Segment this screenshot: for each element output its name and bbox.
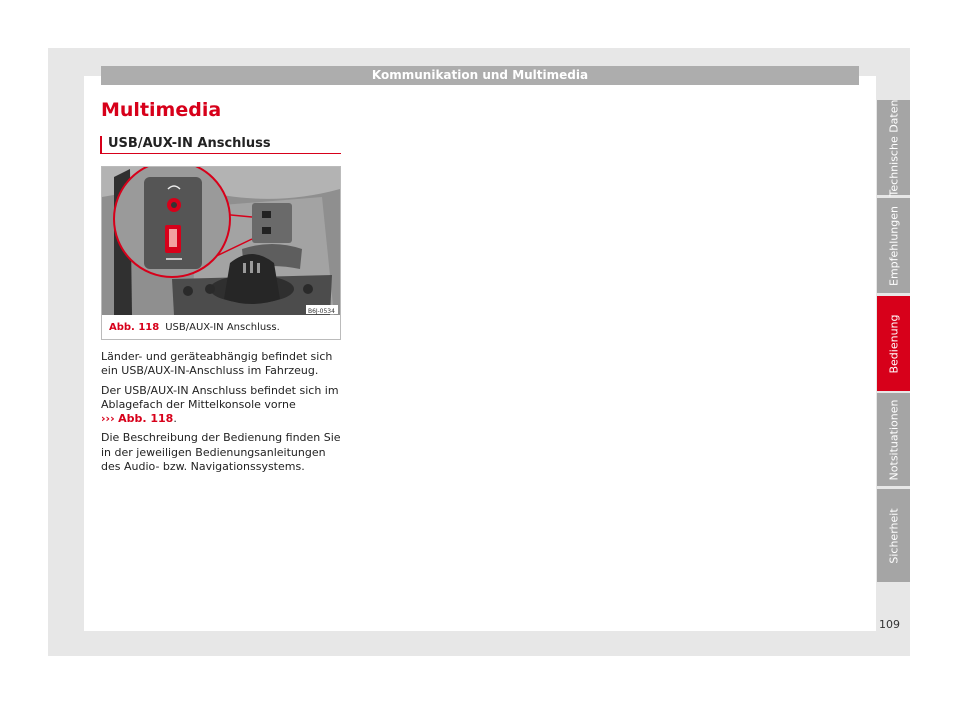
figure-118 — [101, 166, 341, 340]
subsection-title: USB/AUX-IN Anschluss — [100, 136, 341, 154]
console-illustration — [102, 167, 340, 315]
body-text — [101, 350, 346, 479]
paragraph-2-end: . — [173, 412, 177, 426]
tab-technische-daten[interactable] — [877, 100, 910, 195]
tab-label: Bedienung — [887, 313, 900, 374]
paragraph-3: Die Beschreibung der Bedienung finden Sie in der jeweiligen Bedienungsanleitungen des Audio- bzw. Navigationssystems. — [101, 431, 341, 474]
figure-caption-text: USB/AUX-IN Anschluss. — [165, 322, 280, 333]
tab-empfehlungen[interactable] — [877, 198, 910, 293]
figure-label: Abb. 118 — [109, 322, 160, 333]
tab-bedienung[interactable] — [877, 296, 910, 391]
tab-sicherheit[interactable] — [877, 489, 910, 582]
figure-reference-link[interactable]: Abb. 118 — [118, 412, 174, 426]
chapter-header: Kommunikation und Multimedia — [101, 66, 859, 85]
tab-label: Sicherheit — [887, 507, 900, 564]
paragraph-2-text: Der USB/AUX-IN Anschluss befindet sich im Ablagefach der Mittelkonsole vorne — [101, 383, 339, 411]
paragraph-1: Länder- und geräteabhängig befindet sich ein USB/AUX-IN-Anschluss im Fahrzeug. — [101, 350, 333, 378]
arrow-icon: ››› — [101, 412, 115, 426]
paragraph-2 — [101, 384, 346, 427]
tab-label: Notsituationen — [887, 399, 900, 480]
page-number: 109 — [879, 618, 900, 631]
figure-code: B6J-0534 — [308, 308, 335, 315]
section-title: Multimedia — [101, 99, 222, 121]
figure-caption — [109, 322, 280, 333]
tab-notsituationen[interactable] — [877, 393, 910, 486]
tab-label: Technische Daten — [887, 99, 900, 196]
tab-label: Empfehlungen — [887, 205, 900, 286]
